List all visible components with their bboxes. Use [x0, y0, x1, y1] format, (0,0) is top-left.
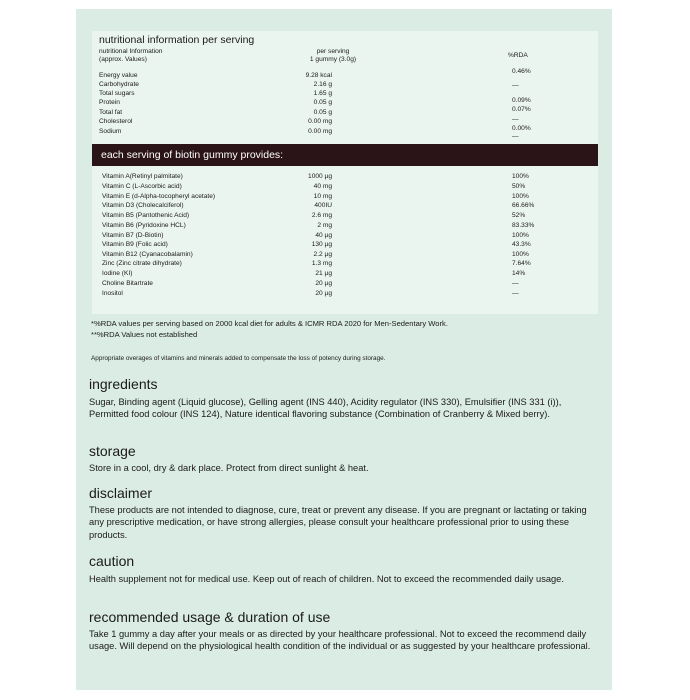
nutrition-header-col2	[304, 48, 362, 64]
nutrient-value: 0.00 mg	[308, 128, 332, 135]
caution-body: Health supplement not for medical use. Keep out of reach of children. Not to exceed the recommended daily usage.	[89, 574, 564, 584]
storage-heading: storage	[89, 443, 136, 459]
vitamin-name: Choline Bitartrate	[102, 280, 153, 287]
nutrition-header-col1	[99, 48, 162, 64]
nutrient-value: 0.00 mg	[308, 118, 332, 125]
vitamin-value: 1.3 mg	[311, 260, 332, 267]
nutrient-name: Total fat	[99, 109, 123, 116]
vitamin-value: 40 mg	[313, 183, 332, 190]
vitamin-name: Zinc (Zinc citrate dihydrate)	[102, 260, 182, 267]
vitamin-rda: 100%	[512, 232, 529, 239]
vitamin-value: 400IU	[314, 202, 332, 209]
vitamin-name: Vitamin E (d-Alpha-tocopheryl acetate)	[102, 193, 216, 200]
vitamin-name: Vitamin B7 (D-Biotin)	[102, 232, 164, 239]
nutrient-name: Cholesterol	[99, 118, 133, 125]
nutrient-value: 0.05 g	[313, 99, 332, 106]
nutrient-rda: 0.00%	[512, 125, 531, 132]
vitamin-rda: 43.3%	[512, 241, 531, 248]
vitamin-value: 2.2 µg	[313, 251, 332, 258]
vitamin-rda: 100%	[512, 173, 529, 180]
nutrient-name: Protein	[99, 99, 120, 106]
vitamin-name: Vitamin D3 (Cholecalciferol)	[102, 202, 184, 209]
vitamin-value: 2 mg	[317, 222, 332, 229]
header-col1-line1: nutritional Information	[99, 48, 163, 55]
nutrient-name: Carbohydrate	[99, 81, 139, 88]
usage-body: Take 1 gummy a day after your meals or as directed by your healthcare professional. Not to exceed the recommend daily usage. Will depend on the physiological health condition of the individual or as suggested by your healthcare professional.	[89, 629, 591, 652]
nutrient-name: Sodium	[99, 128, 122, 135]
nutrient-value: 1.65 g	[313, 90, 332, 97]
nutrient-name: Total sugars	[99, 90, 135, 97]
header-col2-line2: 1 gummy (3.0g)	[309, 56, 357, 63]
nutrient-name: Energy value	[99, 72, 138, 79]
nutrient-rda: 0.46%	[512, 68, 531, 75]
vitamin-rda: 66.66%	[512, 202, 535, 209]
vitamin-value: 130 µg	[311, 241, 332, 248]
vitamin-name: Iodine (KI)	[102, 270, 133, 277]
nutrition-header-col3: %RDA	[508, 52, 528, 59]
sodium-dash: —	[512, 133, 519, 140]
vitamin-name: Vitamin B12 (Cyanacobalamin)	[102, 251, 193, 258]
vitamin-rda: 14%	[512, 270, 526, 277]
nutrient-rda: —	[512, 116, 519, 123]
vitamin-rda: 50%	[512, 183, 526, 190]
vitamin-rda: —	[512, 280, 519, 287]
nutrition-title: nutritional information per serving	[99, 34, 255, 46]
not-established-footnote: **%RDA Values not established	[91, 330, 198, 339]
storage-body: Store in a cool, dry & dark place. Protect from direct sunlight & heat.	[89, 463, 369, 473]
caution-heading: caution	[89, 553, 135, 569]
vitamin-name: Vitamin B6 (Pyridoxine HCL)	[102, 222, 186, 229]
nutrient-value: 0.05 g	[313, 109, 332, 116]
nutrient-value: 2.16 g	[313, 81, 332, 88]
overages-note: Appropriate overages of vitamins and minerals added to compensate the loss of potency during storage.	[91, 355, 386, 362]
vitamin-rda: 7.64%	[512, 260, 531, 267]
vitamin-value: 1000 µg	[308, 173, 332, 180]
usage-heading: recommended usage & duration of use	[89, 609, 331, 625]
vitamin-value: 10 mg	[313, 193, 332, 200]
vitamin-name: Vitamin C (L-Ascorbic acid)	[102, 183, 182, 190]
vitamin-value: 20 µg	[315, 290, 332, 297]
vitamin-rda: —	[512, 290, 519, 297]
biotin-heading: each serving of biotin gummy provides:	[101, 149, 284, 161]
nutrient-value: 9.28 kcal	[305, 72, 332, 79]
disclaimer-heading: disclaimer	[89, 485, 153, 501]
ingredients-heading: ingredients	[89, 376, 158, 392]
vitamin-rda: 83.33%	[512, 222, 535, 229]
rda-footnote: *%RDA values per serving based on 2000 kcal diet for adults & ICMR RDA 2020 for Men-Sedentary Work.	[91, 319, 448, 328]
vitamin-rda: 100%	[512, 251, 529, 258]
vitamin-value: 40 µg	[315, 232, 332, 239]
vitamin-value: 21 µg	[315, 270, 332, 277]
vitamin-value: 20 µg	[315, 280, 332, 287]
nutrient-rda: —	[512, 82, 519, 89]
vitamin-name: Vitamin B5 (Pantothenic Acid)	[102, 212, 190, 219]
header-col2-line1: per serving	[316, 48, 350, 55]
header-col1-line2: (approx. Values)	[99, 56, 147, 63]
disclaimer-body: These products are not intended to diagnose, cure, treat or prevent any disease. If you are pregnant or lactating or taking any prescriptive medication, or have strong allergies, please consult your healthcare professional prior to using these products.	[89, 505, 587, 540]
vitamin-name: Vitamin A(Retinyl palmitate)	[102, 173, 183, 180]
nutrient-rda: 0.07%	[512, 106, 531, 113]
vitamin-name: Vitamin B9 (Folic acid)	[102, 241, 168, 248]
nutrient-rda: 0.09%	[512, 97, 531, 104]
vitamin-name: Inositol	[102, 290, 123, 297]
vitamin-rda: 100%	[512, 193, 529, 200]
ingredients-body: Sugar, Binding agent (Liquid glucose), Gelling agent (INS 440), Acidity regulator (INS 330), Emulsifier (INS 331 (i)), Permitted food colour (INS 124), Nature identical flavoring substance (Combination of Cranberry & Mixed berry).	[89, 397, 562, 420]
vitamin-value: 2.6 mg	[311, 212, 332, 219]
vitamin-rda: 52%	[512, 212, 526, 219]
